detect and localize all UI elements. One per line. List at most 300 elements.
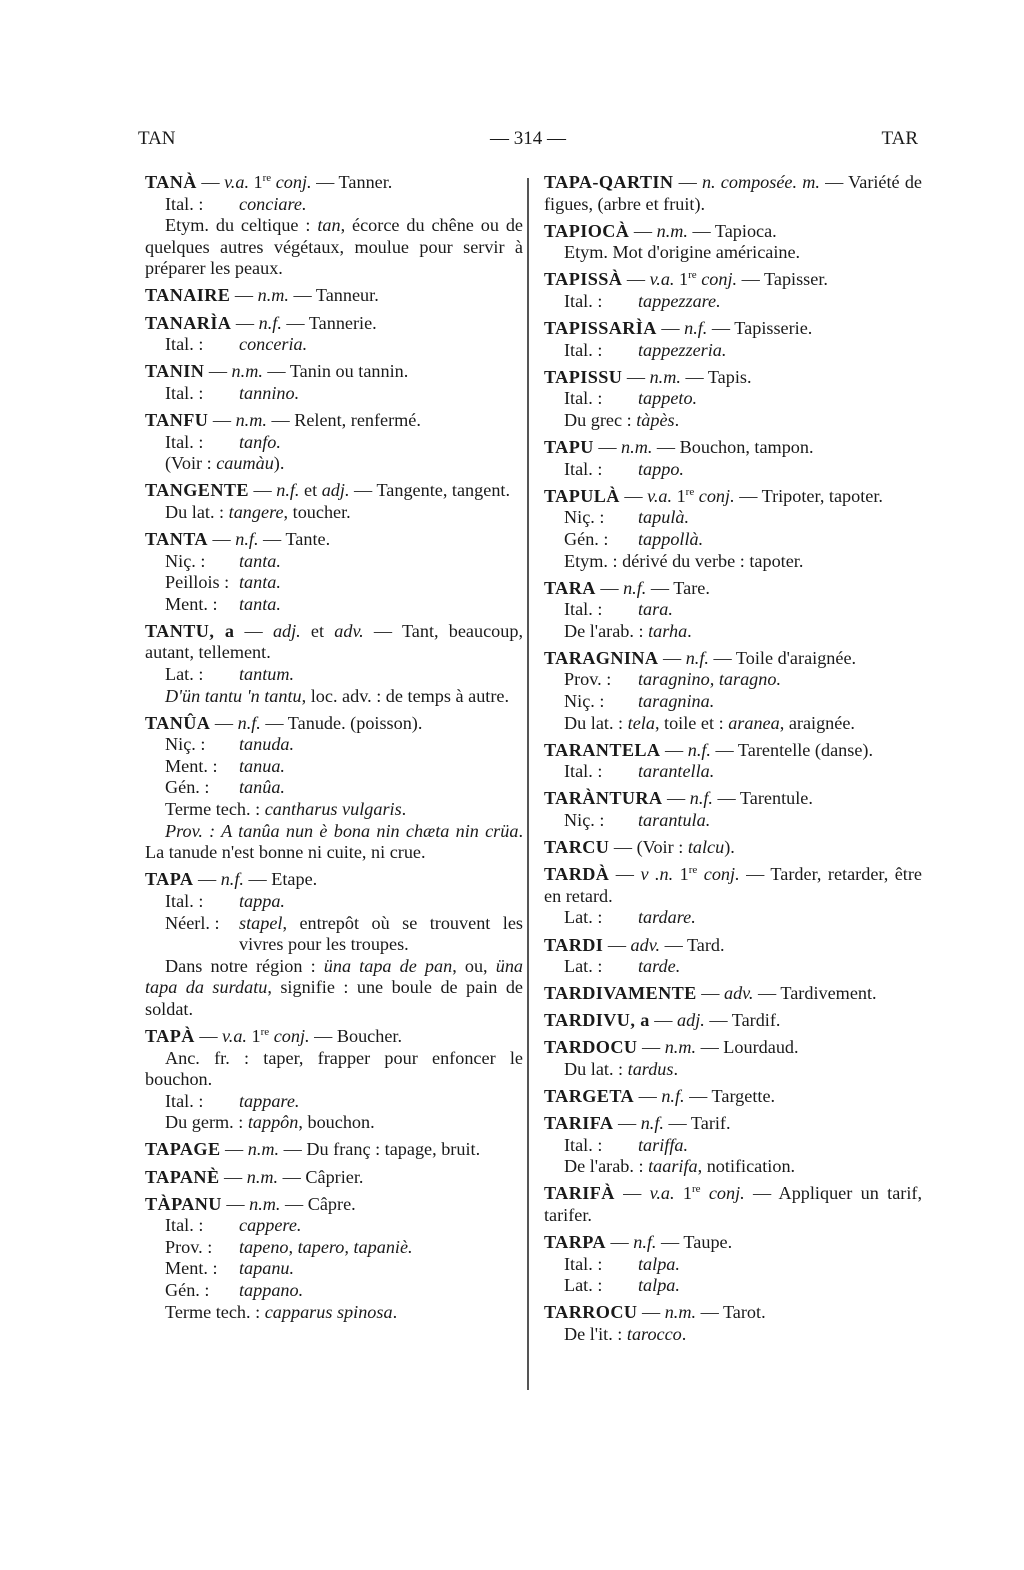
headword: TAPÀ: [145, 1025, 195, 1046]
etymology-line: [544, 907, 922, 929]
headword: TARAGNINA: [544, 647, 659, 668]
text: —: [234, 620, 273, 641]
text: .: [674, 409, 680, 430]
text: — Bouchon, tampon.: [652, 437, 814, 458]
language-form: cappere.: [239, 1215, 302, 1236]
text: — Taupe.: [656, 1232, 733, 1253]
headword: TAPISSÀ: [544, 269, 623, 290]
language-label: Ital. :: [564, 1134, 603, 1155]
entry-note: [145, 1112, 523, 1134]
entry-head: [145, 1194, 523, 1216]
italic-text: conj.: [708, 1183, 745, 1204]
italic-text: aranea: [728, 712, 780, 733]
entry-head: [145, 361, 523, 383]
text: —: [595, 577, 624, 598]
language-label: Gén. :: [165, 777, 210, 798]
language-form: tara.: [638, 599, 673, 620]
text: Dans notre région :: [165, 955, 324, 976]
entry-head: [145, 1026, 523, 1048]
italic-text: n.m.: [664, 1037, 697, 1058]
text: [701, 1183, 709, 1203]
italic-text: caumàu: [216, 453, 274, 474]
text: —: [634, 1086, 662, 1107]
dictionary-entry: [145, 480, 523, 523]
entry-head: [145, 713, 523, 735]
etymology-line: [145, 664, 523, 686]
etymology-line: [544, 691, 922, 713]
text: —: [204, 361, 232, 382]
headword: TARPA: [544, 1232, 606, 1253]
text: — Tanin ou tannin.: [262, 361, 409, 382]
dictionary-entry: [145, 361, 523, 404]
language-form: tapulà.: [638, 507, 690, 528]
language-label: Ital. :: [165, 431, 204, 452]
running-head-left: TAN: [138, 128, 176, 149]
entry-head: [544, 1183, 922, 1226]
superscript: re: [685, 485, 695, 498]
language-label: Lat. :: [564, 1275, 603, 1296]
text: 1: [246, 1025, 261, 1046]
italic-text: n.f.: [687, 739, 711, 760]
entry-head: [145, 313, 523, 335]
text: —: [593, 437, 622, 458]
entry-head: [145, 869, 523, 891]
entry-head: [544, 864, 922, 907]
italic-text: adj.: [677, 1010, 705, 1031]
language-label: Ment. :: [165, 593, 218, 614]
text: —: [622, 269, 650, 290]
etymology-line: [544, 761, 922, 783]
text: .: [681, 1324, 687, 1344]
etymology-line: [544, 388, 922, 410]
language-label: Prov. :: [564, 669, 612, 690]
italic-text: n.f.: [623, 577, 647, 598]
text: — Toile d'araignée.: [708, 647, 857, 668]
text: Du grec :: [564, 409, 637, 430]
text: — Targette.: [684, 1086, 776, 1107]
text: — Tripoter, tapoter.: [734, 485, 883, 506]
dictionary-entry: [544, 788, 922, 831]
text: , écorce du chêne ou de quelques autres végétaux, moulue pour servir à préparer les peaux.: [145, 215, 523, 279]
headword: TANÛA: [145, 712, 211, 733]
headword: TANIN: [145, 361, 205, 382]
text: Etym. du celtique :: [165, 215, 318, 236]
entry-note: [145, 1048, 523, 1091]
text: —: [221, 1193, 250, 1214]
etymology-line: [544, 507, 922, 529]
headword: TARANTELA: [544, 739, 661, 760]
italic-text: conj.: [703, 864, 740, 885]
entry-head: [544, 318, 922, 340]
text: 1: [673, 864, 689, 885]
headword: TANTA: [145, 528, 208, 549]
language-label: Ital. :: [564, 290, 603, 311]
dictionary-entry: [145, 621, 523, 707]
text: — Tarentule.: [712, 788, 813, 809]
italic-text: n.f.: [235, 528, 259, 549]
dictionary-entry: [544, 648, 922, 734]
text: — Lourdaud.: [696, 1037, 799, 1058]
headword: TAPIOCÀ: [544, 220, 630, 241]
italic-text: stapel: [239, 912, 283, 933]
text: —: [614, 1183, 650, 1204]
text: —: [673, 172, 702, 192]
text: — Tardivement.: [753, 983, 877, 1004]
italic-text: tarocco: [626, 1324, 682, 1344]
italic-text: tarha: [648, 620, 688, 641]
text: —: [656, 318, 685, 339]
italic-text: n.f.: [633, 1232, 657, 1253]
language-label: Ment. :: [165, 1258, 218, 1279]
language-label: Lat. :: [564, 907, 603, 928]
running-head-right: TAR: [881, 128, 918, 149]
language-label: Ital. :: [165, 1090, 204, 1111]
language-label: Gén. :: [564, 528, 609, 549]
headword: TAPA: [145, 869, 194, 890]
entry-note: [544, 242, 922, 264]
dictionary-entry: [544, 1037, 922, 1080]
italic-text: n.f.: [685, 647, 709, 668]
language-label: Niç. :: [564, 507, 605, 528]
text: , bouchon.: [298, 1112, 375, 1133]
text: , toucher.: [283, 501, 351, 522]
dictionary-entry: [145, 869, 523, 1020]
italic-text: v.a.: [222, 1025, 247, 1046]
italic-text: tan: [317, 215, 341, 236]
superscript: re: [260, 1025, 270, 1038]
entry-head: [544, 983, 922, 1005]
text: .: [673, 1058, 679, 1079]
text: —: [649, 1010, 677, 1031]
etymology-line: [145, 383, 523, 405]
etymology-line: [544, 529, 922, 551]
dictionary-entry: [544, 837, 922, 859]
text: — Tanner.: [311, 172, 393, 192]
italic-text: n.f.: [220, 869, 244, 890]
text: , signifie : une boule de pain de soldat.: [145, 977, 523, 1019]
language-label: Peillois :: [165, 572, 230, 593]
language-form: taragnino, taragno.: [638, 669, 781, 690]
language-form: tappa.: [239, 890, 285, 911]
language-form: tanta.: [239, 593, 281, 614]
language-form: tappano.: [239, 1280, 304, 1300]
text: Terme tech. :: [165, 799, 265, 820]
etymology-line: [145, 194, 523, 216]
entry-note: [544, 1156, 922, 1178]
entry-head: [145, 480, 523, 502]
italic-text: adv.: [334, 620, 364, 641]
italic-text: adv.: [723, 983, 754, 1004]
text: —: [696, 983, 724, 1004]
entry-head: [145, 621, 523, 664]
dictionary-entry: [544, 367, 922, 432]
language-label: Lat. :: [165, 663, 204, 684]
entry-note: [544, 551, 922, 573]
italic-text: cantharus vulgaris: [264, 799, 402, 820]
italic-text: capparus spinosa: [264, 1301, 393, 1322]
entry-head: [544, 172, 922, 215]
entry-note: [544, 621, 922, 643]
entry-head: [145, 529, 523, 551]
left-column: [145, 172, 523, 1329]
language-form: tarantella.: [638, 761, 715, 782]
language-label: Niç. :: [165, 550, 206, 571]
entry-head: [145, 1167, 523, 1189]
language-form: conciare.: [239, 193, 307, 214]
text: —: [613, 1113, 641, 1134]
language-form: tanta.: [239, 550, 281, 571]
language-label: Niç. :: [165, 734, 206, 755]
italic-text: n.m.: [249, 1193, 281, 1214]
dictionary-entry: [145, 713, 523, 864]
italic-text: n.m.: [664, 1302, 697, 1323]
language-form: tanfo.: [239, 431, 281, 452]
language-label: Ital. :: [165, 334, 204, 355]
italic-text: v.a.: [649, 1183, 675, 1204]
headword: TARDIVU, a: [544, 1010, 650, 1031]
headword: TANTU, a: [145, 620, 235, 641]
dictionary-entry: [544, 864, 922, 929]
text: — Tannerie.: [281, 312, 377, 333]
dictionary-entry: [544, 1183, 922, 1226]
headword: TARA: [544, 577, 596, 598]
language-form: tanuda.: [239, 734, 295, 755]
dictionary-entry: [544, 318, 922, 361]
dictionary-entry: [544, 1010, 922, 1032]
dictionary-entry: [145, 313, 523, 356]
text: —: [658, 647, 686, 668]
dictionary-entry: [145, 1026, 523, 1134]
headword: TANAIRE: [145, 285, 231, 306]
language-form: tappezzare.: [638, 290, 721, 311]
headword: TAPISSARÌA: [544, 318, 657, 339]
headword: TARIFÀ: [544, 1183, 615, 1204]
entry-head: [544, 1302, 922, 1324]
text: — Tarif.: [663, 1113, 731, 1134]
text: —: [637, 1037, 665, 1058]
dictionary-entry: [544, 269, 922, 312]
italic-text: n.m.: [235, 409, 267, 430]
dictionary-entry: [145, 285, 523, 307]
italic-text: Prov. : A tanûa nun è bona nin chæta nin crüa: [165, 820, 519, 841]
etymology-line: [544, 669, 922, 691]
text: , entrepôt où se trouvent les vivres pour les troupes.: [239, 912, 523, 955]
dictionary-entry: [544, 740, 922, 783]
language-label: Ital. :: [165, 382, 204, 403]
italic-text: tàpès: [636, 409, 675, 430]
italic-text: üna tapa da surdatu: [145, 955, 524, 998]
superscript: re: [691, 1183, 701, 1196]
italic-text: conj.: [273, 1025, 310, 1046]
dictionary-entry: [145, 1194, 523, 1324]
text: —: [231, 312, 259, 333]
text: — Tapisserie.: [707, 318, 813, 339]
text: Du lat. :: [564, 712, 628, 733]
text: et: [300, 620, 335, 641]
text: Anc. fr. : taper, frapper pour enfoncer le bouchon.: [145, 1047, 523, 1090]
language-label: Ital. :: [564, 388, 603, 409]
language-form: [239, 913, 523, 956]
text: De l'arab. :: [564, 620, 649, 641]
etymology-line: [145, 572, 523, 594]
language-form: tannino.: [239, 382, 300, 403]
dictionary-entry: [145, 1167, 523, 1189]
italic-text: taarifa: [648, 1156, 698, 1177]
text: .: [401, 799, 407, 820]
text: — Relent, renfermé.: [266, 409, 421, 430]
entry-note: [145, 956, 523, 1021]
headword: TARDI: [544, 934, 604, 955]
language-label: Lat. :: [564, 956, 603, 977]
etymology-line: [544, 599, 922, 621]
language-label: Ital. :: [564, 599, 603, 620]
headword: TANÀ: [145, 172, 197, 192]
language-label: Niç. :: [564, 691, 605, 712]
language-form: tappo.: [638, 458, 684, 479]
text: —: [660, 739, 688, 760]
text: (Voir :: [165, 453, 217, 474]
italic-text: n.m.: [247, 1139, 280, 1160]
italic-text: n.f.: [258, 312, 282, 333]
headword: TARÀNTURA: [544, 788, 663, 809]
text: —: [662, 788, 690, 809]
language-form: tariffa.: [638, 1134, 689, 1155]
headword: TAPISSU: [544, 366, 623, 387]
language-label: Néerl. :: [165, 912, 220, 933]
text: —: [208, 409, 236, 430]
dictionary-entry: [544, 1113, 922, 1178]
text: —: [220, 1139, 248, 1160]
italic-text: adv.: [630, 934, 661, 955]
italic-text: üna tapa de pan: [323, 955, 453, 976]
text: Etym. : dérivé du verbe : tapoter.: [564, 550, 804, 571]
text: — Tard.: [660, 934, 725, 955]
etymology-line: [544, 1135, 922, 1157]
text: . La tanude n'est bonne ni cuite, ni crue.: [145, 820, 523, 863]
etymology-line: [145, 913, 523, 956]
text: — Tanude. (poisson).: [260, 712, 423, 733]
text: —: [248, 480, 277, 501]
text: — Boucher.: [309, 1025, 403, 1046]
text: —: [637, 1302, 665, 1323]
entry-head: [145, 410, 523, 432]
headword: TAPULÀ: [544, 485, 620, 506]
etymology-line: [544, 810, 922, 832]
superscript: re: [688, 864, 698, 877]
language-label: Ital. :: [165, 890, 204, 911]
italic-text: v .n.: [640, 864, 674, 885]
language-label: Ment. :: [165, 755, 218, 776]
page-header: [138, 128, 918, 158]
headword: TARROCU: [544, 1302, 638, 1323]
italic-text: n.m.: [621, 437, 653, 458]
text: — Tarder, retarder, être en retard.: [544, 864, 922, 906]
text: .: [687, 620, 692, 641]
text: ).: [273, 453, 285, 474]
headword: TARDIVAMENTE: [544, 983, 697, 1004]
text: — Tapis.: [680, 366, 752, 387]
etymology-line: [145, 432, 523, 454]
italic-text: adj.: [272, 620, 301, 641]
headword: TARCU: [544, 837, 610, 858]
text: et: [299, 480, 322, 501]
text: — Tant, beaucoup, autant, tellement.: [145, 620, 523, 663]
dictionary-entry: [544, 486, 922, 572]
italic-text: n.f.: [689, 788, 713, 809]
dictionary-entry: [145, 410, 523, 475]
etymology-line: [145, 1215, 523, 1237]
right-column: [544, 172, 922, 1351]
text: —: [603, 934, 631, 955]
etymology-line: [145, 1258, 523, 1280]
etymology-line: [544, 340, 922, 362]
italic-text: tappôn: [247, 1112, 299, 1133]
italic-text: n.f.: [661, 1086, 685, 1107]
dictionary-entry: [145, 529, 523, 615]
text: De l'it. :: [564, 1324, 627, 1344]
italic-text: conj.: [275, 172, 312, 192]
entry-note: [544, 713, 922, 735]
headword: TANFU: [145, 409, 209, 430]
etymology-line: [145, 777, 523, 799]
entry-note: [145, 502, 523, 524]
text: .: [392, 1301, 398, 1322]
language-form: tappeto.: [638, 388, 698, 409]
entry-head: [145, 1139, 523, 1161]
dictionary-entry: [145, 172, 523, 280]
entry-head: [544, 740, 922, 762]
entry-head: [145, 172, 523, 194]
language-label: Prov. :: [165, 1236, 213, 1257]
entry-note: [145, 799, 523, 821]
dictionary-entry: [544, 935, 922, 978]
headword: TARDOCU: [544, 1037, 638, 1058]
text: 1: [674, 1183, 692, 1204]
entry-head: [544, 221, 922, 243]
entry-head: [544, 788, 922, 810]
language-form: tardare.: [638, 907, 696, 928]
text: Terme tech. :: [165, 1301, 265, 1322]
italic-text: v.a.: [224, 172, 249, 192]
entry-head: [544, 1232, 922, 1254]
text: — Tangente, tangent.: [349, 480, 511, 501]
language-form: tanua.: [239, 755, 285, 776]
entry-head: [544, 578, 922, 600]
superscript: re: [688, 269, 697, 282]
italic-text: n.f.: [276, 480, 300, 501]
italic-text: talcu: [687, 837, 725, 858]
text: — Tapisser.: [737, 269, 828, 290]
etymology-line: [145, 1091, 523, 1113]
text: — Tare.: [646, 577, 710, 598]
language-label: Ital. :: [564, 458, 603, 479]
italic-text: n. composée. m.: [701, 172, 820, 192]
superscript: re: [262, 171, 272, 184]
text: — Tapioca.: [687, 220, 777, 241]
dictionary-entry: [544, 172, 922, 215]
dictionary-entry: [544, 578, 922, 643]
entry-head: [544, 269, 922, 291]
language-form: tarantula.: [638, 810, 711, 831]
entry-note: [544, 1324, 922, 1346]
headword: TÀPANU: [145, 1193, 222, 1214]
text: —: [629, 220, 657, 241]
language-form: talpa.: [638, 1253, 680, 1274]
language-label: Ital. :: [564, 339, 603, 360]
text: —: [622, 366, 650, 387]
text: De l'arab. :: [564, 1156, 649, 1177]
text: Du germ. :: [165, 1112, 248, 1133]
